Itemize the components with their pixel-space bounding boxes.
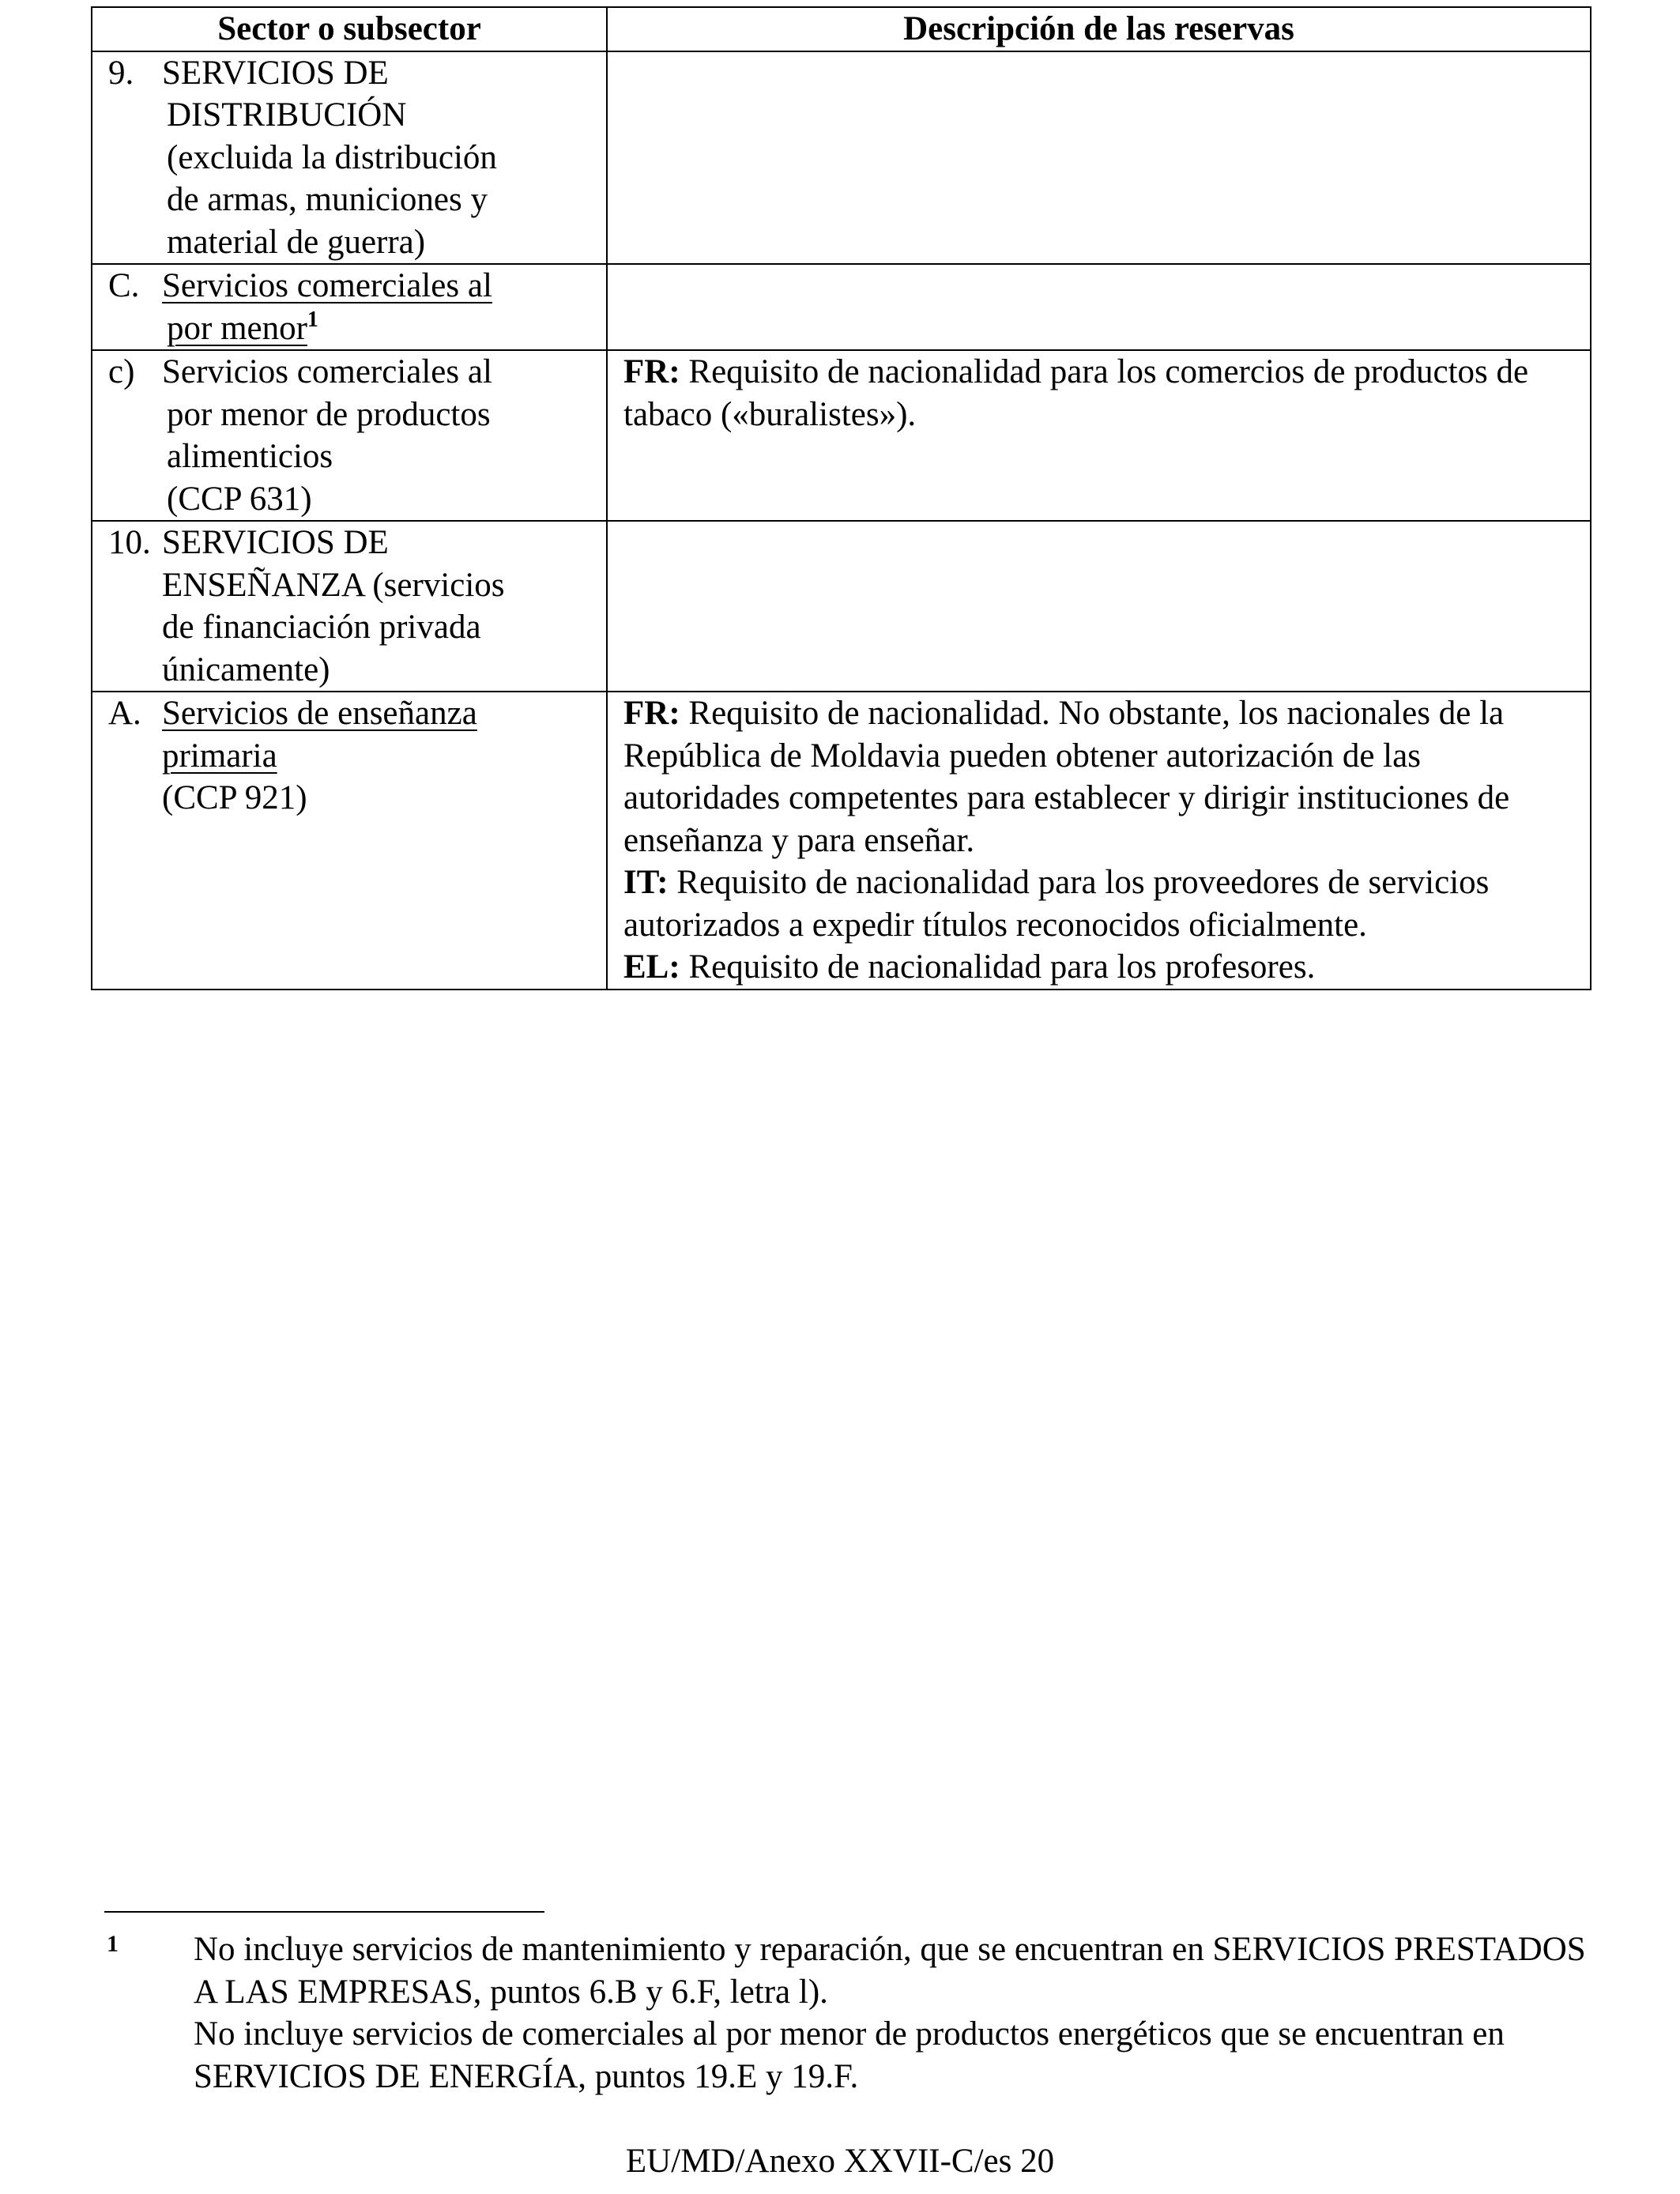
footnote [107,1928,1592,2098]
sector-line: DISTRIBUCIÓN [167,96,407,134]
item-number: 9. [108,54,134,92]
sector-line: (CCP 921) [162,779,307,816]
sector-cell [92,350,607,521]
page-footer: EU/MD/Anexo XXVII-C/es 20 [625,2143,1055,2180]
sector-line: material de guerra) [167,223,426,261]
sector-text [162,522,606,691]
footnote-paragraph: No incluye servicios de comerciales al por menor de productos energéticos que se encuentran en SERVICIOS DE ENERGÍA, puntos 19.E y 19.F. [194,2015,1505,2095]
sector-line: Servicios comerciales al [162,353,492,390]
reservation-text: Requisito de nacionalidad para los proveedores de servicios autorizados a expedir títulos reconocidos oficialmente. [623,864,1490,944]
footnote-paragraph: No incluye servicios de mantenimiento y reparación, que se encuentran en SERVICIOS PRESTADOS A LAS EMPRESAS, puntos 6.B y 6.F, letra l). [194,1931,1586,2011]
reservation-entry [623,692,1579,861]
footnote-separator [104,1911,544,1913]
sector-text [162,52,606,264]
sector-text [162,692,606,820]
reservations-table [91,6,1591,990]
sector-line: Servicios comerciales al [162,267,492,304]
description-cell [607,350,1591,521]
footnote-reference: 1 [307,307,318,332]
sector-line: únicamente) [162,650,330,688]
reservation-text: Requisito de nacionalidad para los profesores. [680,948,1316,986]
sector-text [162,265,606,349]
sector-line: por menor de productos [167,395,491,433]
country-code: FR: [623,695,680,732]
table-row [92,51,1591,265]
description-cell [607,521,1591,692]
table-row [92,692,1591,990]
sector-line: ENSEÑANZA (servicios [162,566,505,604]
header-sector: Sector o subsector [92,7,607,51]
description-cell [607,51,1591,265]
reservation-entry [623,946,1579,989]
item-number: 10. [108,524,151,561]
sector-cell [92,264,607,350]
reservation-entry [623,861,1579,946]
reservation-text: Requisito de nacionalidad. No obstante, los nacionales de la República de Moldavia pueden obtener autorización de las autoridades competentes para establecer y dirigir instituciones de enseñanza y para enseñar. [623,695,1510,859]
country-code: EL: [623,948,680,986]
sector-line: alimenticios [167,438,333,475]
description-cell [607,264,1591,350]
sector-line: primaria [162,737,277,775]
header-description: Descripción de las reservas [607,7,1591,51]
sector-line: (excluida la distribución [167,138,497,176]
table-row [92,521,1591,692]
sector-line: SERVICIOS DE [162,54,389,92]
item-number: c) [108,353,135,390]
reservation-text: Requisito de nacionalidad para los comercios de productos de tabaco («buralistes»). [623,353,1529,433]
sector-line: Servicios de enseñanza [162,695,477,732]
item-number: A. [108,695,141,732]
sector-line: de armas, municiones y [167,181,488,218]
sector-text [162,351,606,520]
footnote-body [194,1928,1592,2098]
sector-cell [92,51,607,265]
sector-line: por menor [167,309,307,347]
footnote-mark: 1 [107,1931,119,1957]
table-header-row [92,7,1591,51]
country-code: FR: [623,353,680,390]
sector-line: de financiación privada [162,609,481,646]
table-row [92,350,1591,521]
table-row [92,264,1591,350]
item-number: C. [108,267,140,304]
country-code: IT: [623,864,669,901]
sector-cell [92,692,607,990]
sector-line: (CCP 631) [167,480,312,518]
reservation-entry [623,351,1579,435]
sector-cell [92,521,607,692]
sector-line: SERVICIOS DE [162,524,389,561]
description-cell [607,692,1591,990]
